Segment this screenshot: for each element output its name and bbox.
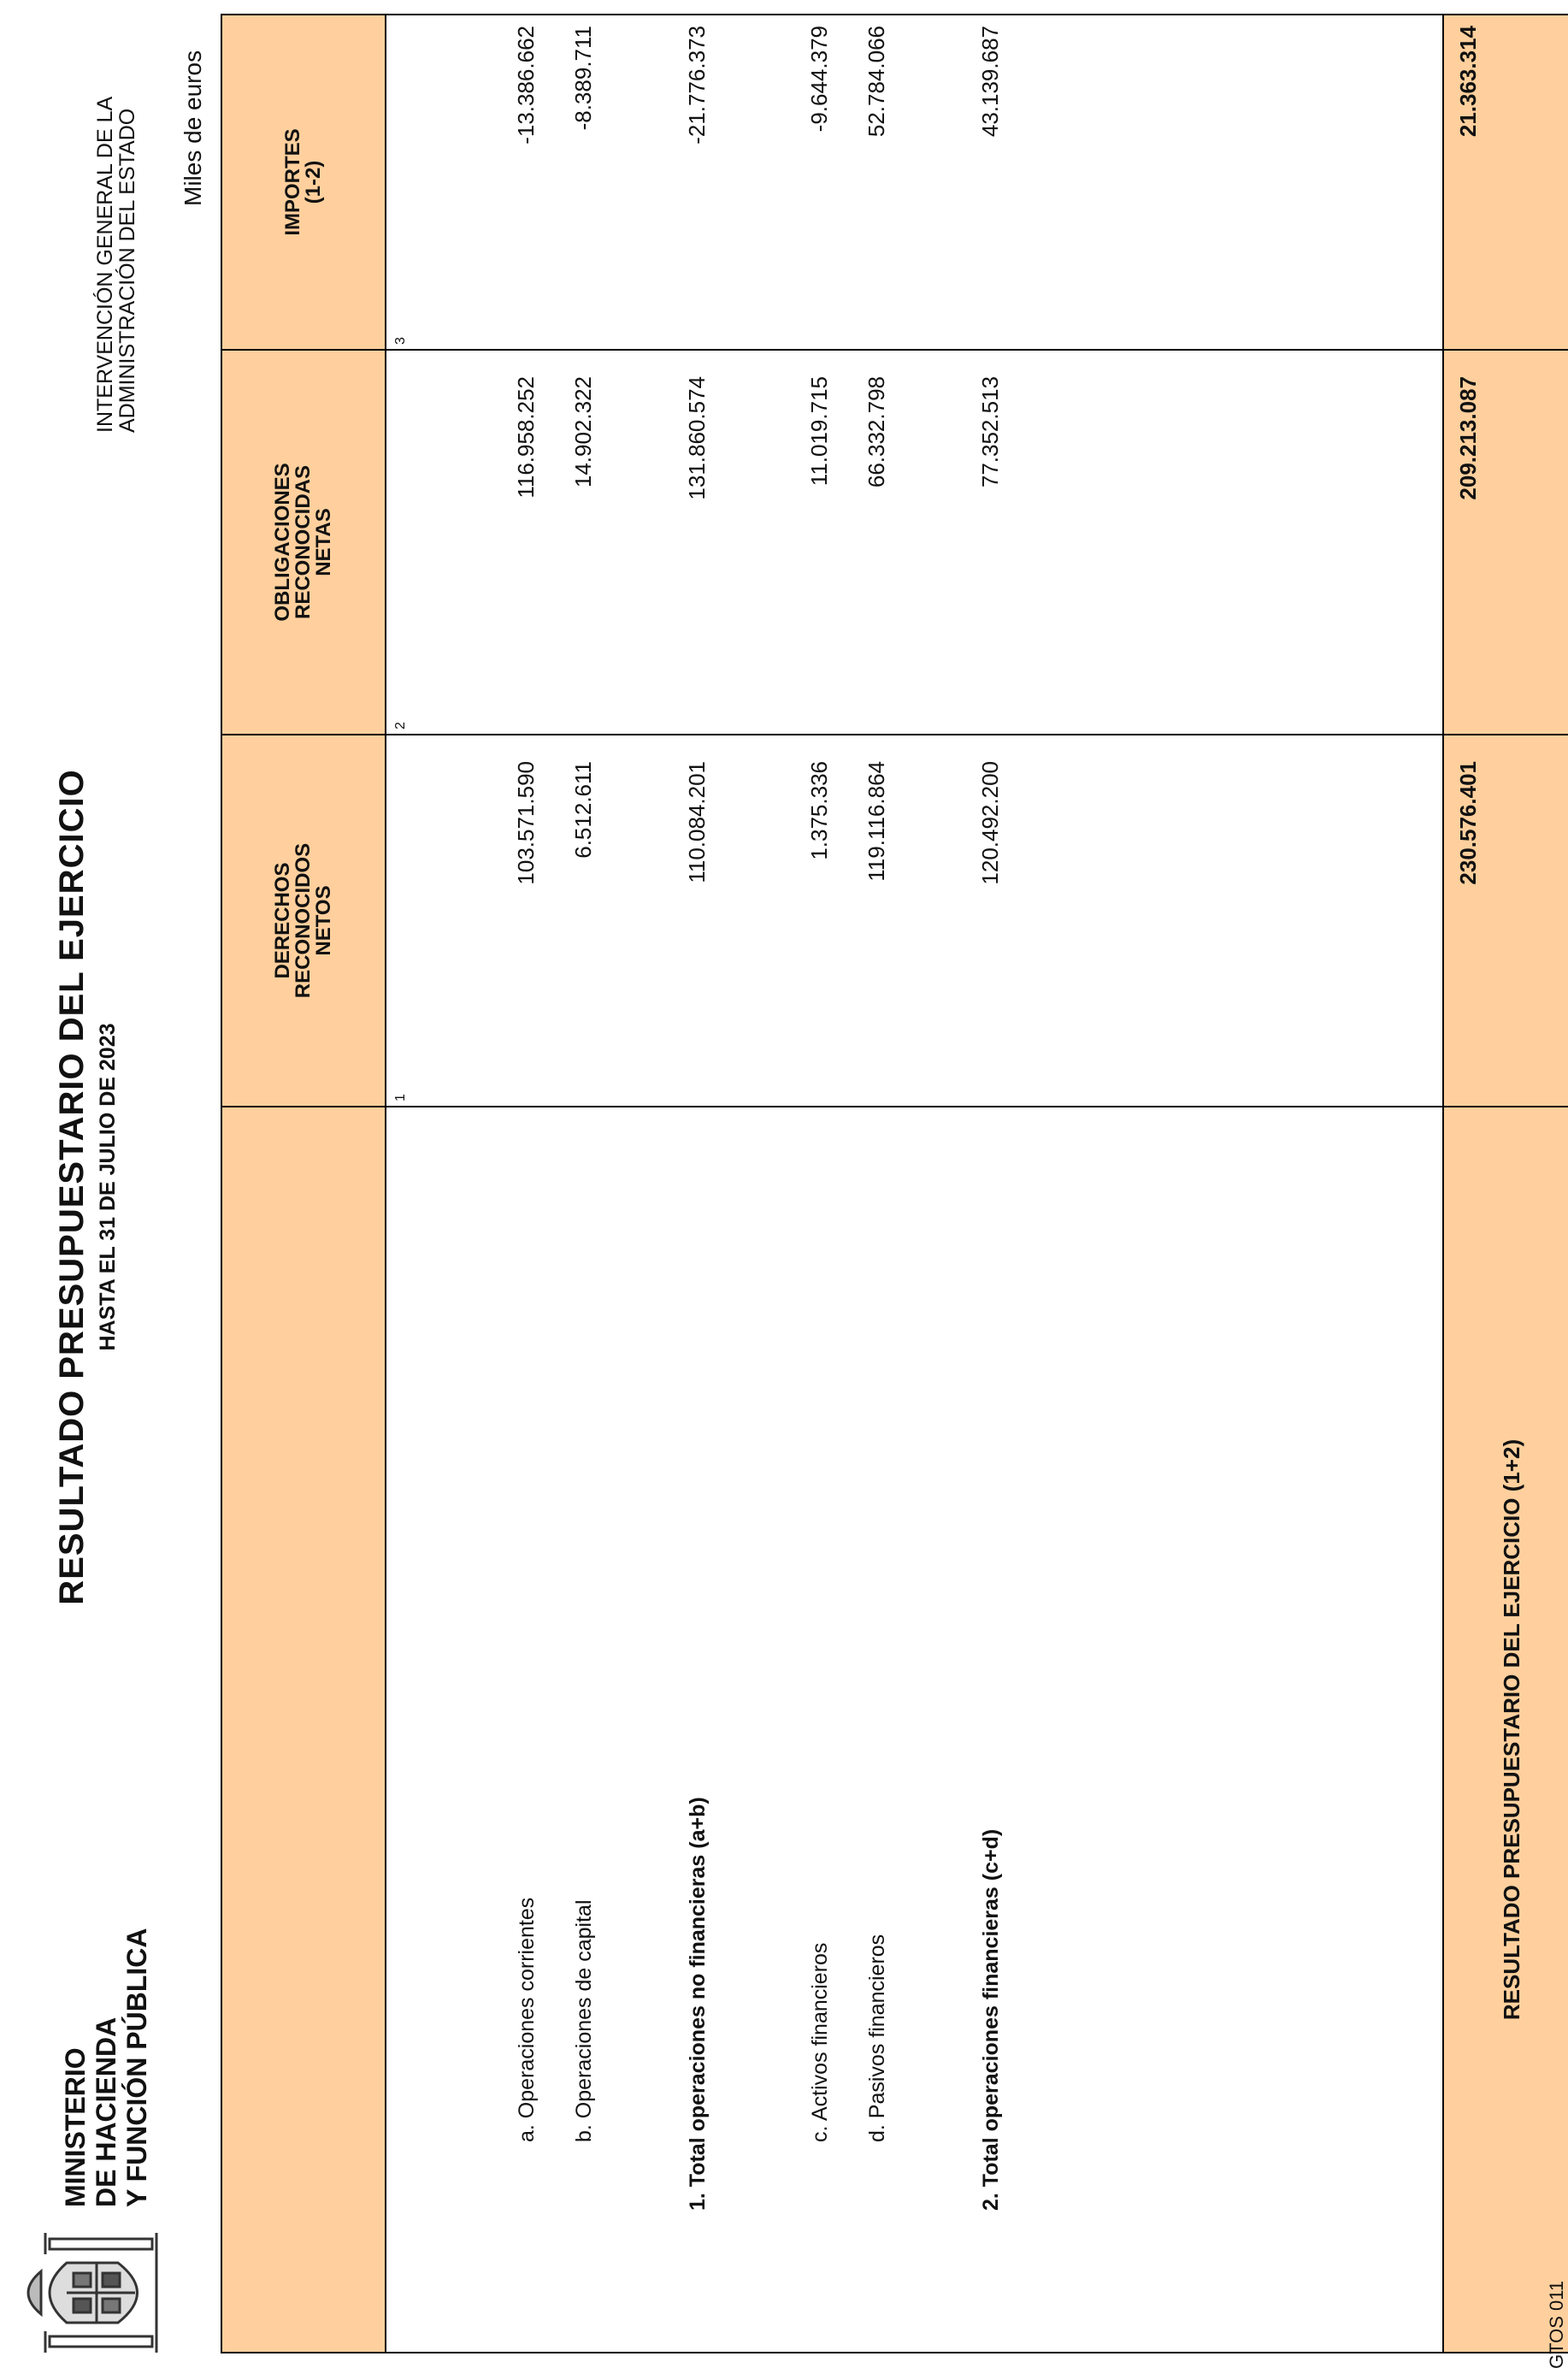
column-header-line: NETOS	[312, 885, 335, 956]
column-header-line: (1-2)	[302, 160, 325, 204]
ministry-line: DE HACIENDA	[91, 2017, 121, 2207]
row-label: c. Activos financieros	[808, 1942, 832, 2142]
column-header-line: DERECHOS	[271, 862, 294, 979]
column-header-line: NETAS	[312, 508, 335, 576]
cell-obligaciones: 131.860.574	[684, 376, 710, 500]
total-row-label: RESULTADO PRESUPUESTARIO DEL EJERCICIO (1+2)	[1499, 1438, 1524, 2021]
column-divider	[222, 349, 1568, 351]
cell-derechos: 6.512.611	[570, 761, 596, 859]
page-subtitle: HASTA EL 31 DE JULIO DE 2023	[96, 1023, 120, 1351]
cell-obligaciones: 77.352.513	[977, 376, 1003, 488]
column-header-line: RECONOCIDOS	[292, 842, 315, 999]
cell-derechos: 119.116.864	[864, 761, 889, 882]
column-number: 1	[393, 1094, 408, 1101]
row-label: a. Operaciones corrientes	[515, 1897, 539, 2142]
column-header-obligaciones	[222, 351, 385, 734]
cell-obligaciones: 116.958.252	[513, 376, 539, 499]
row-label: d. Pasivos financieros	[865, 1934, 889, 2142]
column-number: 3	[393, 337, 408, 345]
cell-importes: -8.389.711	[570, 26, 596, 131]
page-title: RESULTADO PRESUPUESTARIO DEL EJERCICIO	[53, 769, 91, 1605]
cell-derechos: 110.084.201	[684, 761, 710, 883]
row-label: 2. Total operaciones financieras (c+d)	[979, 1828, 1003, 2211]
ministry-line: MINISTERIO	[60, 2047, 91, 2207]
form-code: GTOS 011	[1546, 2280, 1567, 2369]
cell-obligaciones: 11.019.715	[806, 376, 832, 487]
column-number: 2	[393, 722, 408, 729]
cell-obligaciones: 66.332.798	[864, 376, 889, 488]
ministry-line: Y FUNCIÓN PÚBLICA	[121, 1928, 152, 2207]
column-header-line: OBLIGACIONES	[271, 463, 294, 622]
cell-importes: -13.386.662	[513, 26, 539, 145]
total-importes: 21.363.314	[1455, 26, 1481, 138]
cell-importes: 43.139.687	[977, 26, 1003, 138]
cell-derechos: 120.492.200	[977, 761, 1003, 885]
agency-name	[94, 97, 139, 433]
cell-importes: -9.644.379	[806, 26, 832, 133]
units-label: Miles de euros	[180, 50, 206, 206]
column-divider	[222, 1106, 1568, 1107]
agency-line: INTERVENCIÓN GENERAL DE LA	[93, 96, 117, 433]
column-header-line: RECONOCIDAS	[292, 465, 315, 620]
column-header-derechos	[222, 735, 385, 1106]
total-derechos: 230.576.401	[1455, 761, 1481, 885]
row-label: b. Operaciones de capital	[572, 1899, 596, 2142]
column-header-line: IMPORTES	[281, 128, 304, 236]
cell-derechos: 1.375.336	[806, 761, 832, 860]
cell-obligaciones: 14.902.322	[570, 376, 596, 488]
cell-derechos: 103.571.590	[513, 761, 539, 885]
column-header-importes	[222, 15, 385, 349]
cell-importes: 52.784.066	[864, 26, 889, 138]
budget-result-table	[221, 14, 1568, 2353]
total-obligaciones: 209.213.087	[1455, 376, 1481, 500]
row-label: 1. Total operaciones no financieras (a+b)	[686, 1797, 710, 2211]
agency-line: ADMINISTRACIÓN DEL ESTADO	[115, 108, 139, 433]
cell-importes: -21.776.373	[684, 26, 710, 145]
column-divider	[222, 734, 1568, 735]
